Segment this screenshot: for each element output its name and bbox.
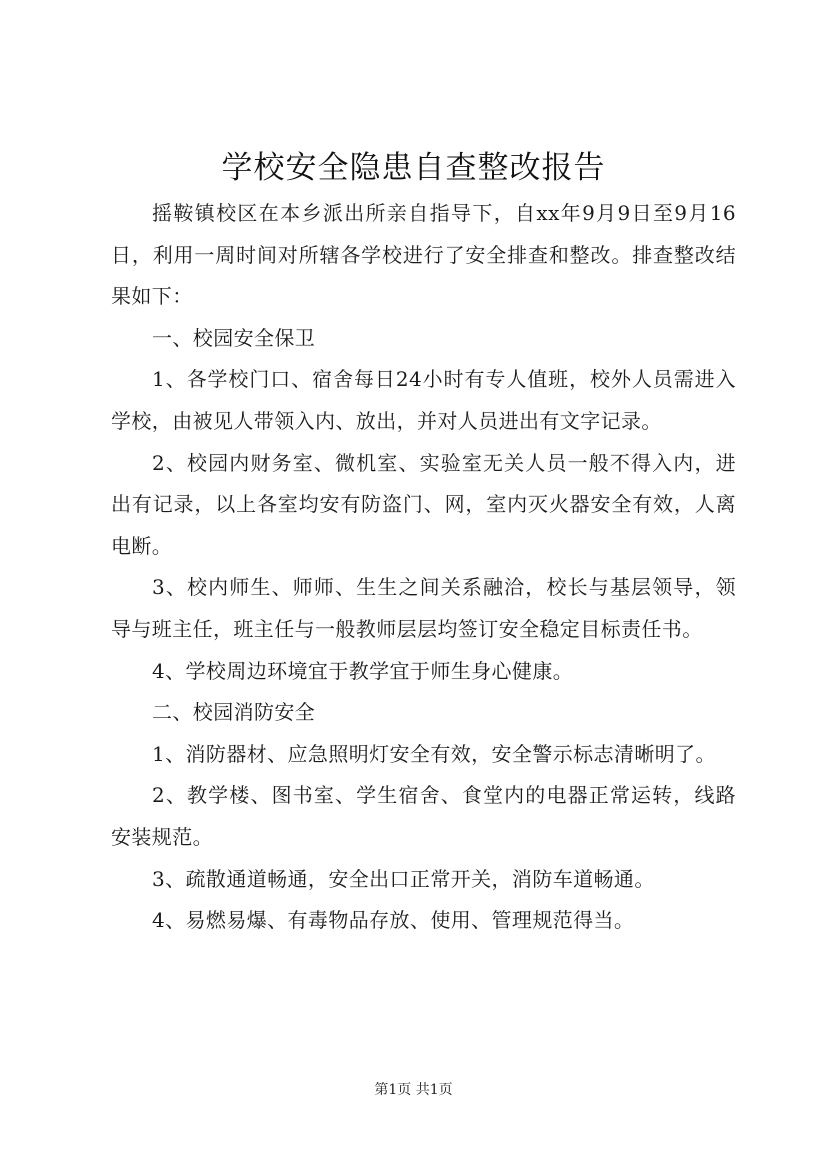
- page-footer: [0, 1080, 827, 1100]
- security-item-3: 3、校内师生、师师、生生之间关系融洽，校长与基层领导，领导与班主任，班主任与一般教师层层均签订安全稳定目标责任书。: [111, 575, 736, 641]
- fire-safety-item-3: 3、疏散通道畅通，安全出口正常开关，消防车道畅通。: [152, 866, 655, 891]
- fire-safety-item-1: 1、消防器材、应急照明灯安全有效，安全警示标志清晰明了。: [152, 741, 716, 766]
- security-item-4: 4、学校周边环境宜于教学宜于师生身心健康。: [152, 658, 574, 683]
- security-item-2: 2、校园内财务室、微机室、实验室无关人员一般不得入内，进出有记录，以上各室均安有防盗门、网，室内灭火器安全有效，人离电断。: [111, 450, 736, 558]
- fire-safety-item-2: 2、教学楼、图书室、学生宿舍、食堂内的电器正常运转，线路安装规范。: [111, 783, 736, 849]
- page-number-label: 第1页 共1页: [374, 1082, 453, 1098]
- intro-paragraph: 摇鞍镇校区在本乡派出所亲自指导下，自xx年9月9日至9月16日，利用一周时间对所辖各学校进行了安全排查和整改。排查整改结果如下：: [111, 201, 736, 309]
- document-title: 学校安全隐患自查整改报告: [221, 150, 606, 186]
- fire-safety-item-4: 4、易燃易爆、有毒物品存放、使用、管理规范得当。: [152, 908, 635, 933]
- security-item-1: 1、各学校门口、宿舍每日24小时有专人值班，校外人员需进入学校，由被见人带领入内、放出，并对人员进出有文字记录。: [111, 367, 736, 433]
- document-body: [111, 193, 736, 942]
- section-heading-fire-safety: 二、校园消防安全: [152, 700, 316, 725]
- section-heading-security: 一、校园安全保卫: [152, 325, 316, 350]
